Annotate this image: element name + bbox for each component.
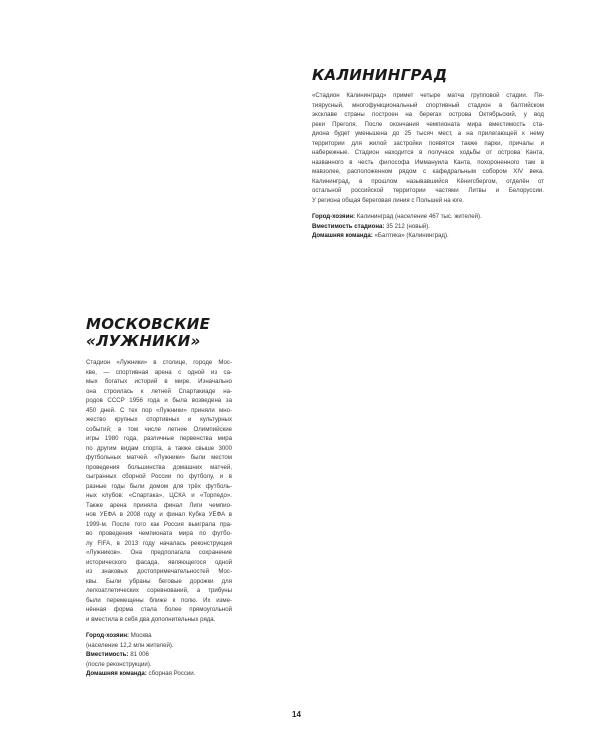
text-line: Стадион «Лужники» в столице, городе Мос- xyxy=(86,359,232,366)
text-line: названного в честь философа Иммануила Канта, похороненного там в xyxy=(312,158,544,166)
fact-row xyxy=(312,212,544,222)
text-line: родов СССР 1956 года и была возведена за xyxy=(86,397,232,404)
kaliningrad-section xyxy=(312,66,544,241)
text-line: 1999-м. После того как Россия выиграла пра- xyxy=(86,520,232,528)
text-line: она строилась к летней Спартакиаде на- xyxy=(86,387,232,395)
text-line: по другим видам спорта, а также свыше 3000 xyxy=(86,444,232,452)
text-line: «Стадион Калининград» примет четыре матча групповой стадии. Пя- xyxy=(312,92,544,99)
text-line: событий; в том числе летние Олимпийские xyxy=(86,425,232,433)
fact-value: 81 006 xyxy=(128,651,149,658)
fact-label: Город-хозяин: xyxy=(86,632,130,639)
fact-row xyxy=(86,631,232,641)
text-line: 450 дней. С тех пор «Лужники» приняли мно- xyxy=(86,406,232,414)
fact-row xyxy=(86,641,232,651)
text-line: диона будет уменьшена до 25 тысяч мест, а на прилегающей к нему xyxy=(312,130,544,137)
fact-value: Москва xyxy=(129,632,152,639)
luzhniki-section xyxy=(86,316,232,679)
text-line: лу FIFA, в 2013 году началась реконструкция xyxy=(86,539,232,547)
fact-value: (население 12,2 млн жителей). xyxy=(86,641,174,649)
text-line: проведения большинства домашних матчей, xyxy=(86,463,232,471)
text-line: «Лужников». Она предполагала сохранение xyxy=(86,549,232,556)
text-line: Также арена приняла финал Лиги чемпио- xyxy=(86,501,232,509)
text-line: сыгранных сборной России по футболу, и в xyxy=(86,473,232,480)
text-line: ных клубов: «Спартака», ЦСКА и «Торпедо». xyxy=(86,492,232,499)
text-line: разные годы были домом для трёх футболь- xyxy=(86,482,232,490)
text-line: игры 1980 года, различные первенства мира xyxy=(86,435,232,442)
text-line: нов УЕФА в 2008 году и финал Кубка УЕФА в xyxy=(86,511,232,518)
text-line: исторического фасада, являющегося одной xyxy=(86,558,232,566)
fact-row xyxy=(86,660,232,670)
text-line: жество крупных спортивных и культурных xyxy=(86,416,232,423)
text-line: набережные. Стадион находится в получасе ходьбы от острова Канта, xyxy=(312,149,544,156)
fact-value: «Балтика» (Калининград). xyxy=(372,232,449,239)
luzhniki-heading-line2: «ЛУЖНИКИ» xyxy=(86,332,201,350)
text-line: нённая форма стала более прямоугольной xyxy=(86,606,232,613)
text-line: мых богатых историй в мире. Изначально xyxy=(86,378,232,385)
fact-label: Вместимость: xyxy=(86,651,129,658)
luzhniki-heading xyxy=(86,316,232,350)
fact-label: Домашняя команда: xyxy=(86,670,147,677)
text-line: У региона общая береговая линия с Польшей на юге. xyxy=(312,196,465,204)
kaliningrad-paragraph xyxy=(312,91,544,205)
text-line: квы. Были убраны беговые дорожки для xyxy=(86,577,232,585)
text-line: реки Преголя. После окончания чемпионата мира вместимость ста- xyxy=(312,120,544,128)
fact-label: Город-хозяин: xyxy=(312,213,356,220)
text-line: футбольных матчей. «Лужники» были местом xyxy=(86,454,232,461)
fact-value: 35 212 (новый). xyxy=(384,222,430,230)
fact-value: Калининград (население 467 тыс. жителей). xyxy=(355,213,482,220)
text-line: были перемещены ближе к полю. Их изме- xyxy=(86,596,232,604)
fact-label: Домашняя команда: xyxy=(312,232,373,239)
kaliningrad-heading: КАЛИНИНГРАД xyxy=(312,66,448,84)
text-line: остальной российской территории частями Литвы и Белоруссии. xyxy=(312,187,544,194)
text-line: кве, — спортивная арена с одной из са- xyxy=(86,368,232,376)
text-line: Калининград, в прошлом называвшийся Кёнигсбергом, отделён от xyxy=(312,177,544,185)
text-line: мавзолее, расположенном рядом с кафедральным собором XIV века. xyxy=(312,168,544,175)
kaliningrad-facts xyxy=(312,212,544,241)
text-line: территории для жилой застройки появятся также парки, причалы и xyxy=(312,139,544,147)
text-line: во проведения чемпионата мира по футбо- xyxy=(86,530,232,537)
text-line: и вместила в себя два дополнительных ряда. xyxy=(86,615,216,623)
text-line: из знаковых достопримечательностей Мос- xyxy=(86,568,232,575)
page-number: 14 xyxy=(292,710,301,719)
fact-value: сборная России. xyxy=(146,670,196,677)
text-line: тиярусный, многофункциональный спортивный стадион в балтийском xyxy=(312,101,544,109)
luzhniki-paragraph xyxy=(86,358,232,624)
fact-row xyxy=(312,222,544,232)
luzhniki-heading-line1: МОСКОВСКИЕ xyxy=(86,315,211,333)
fact-label: Вместимость стадиона: xyxy=(312,222,385,230)
fact-row xyxy=(86,669,232,679)
fact-row xyxy=(86,650,232,660)
fact-value: (после реконструкции). xyxy=(86,660,152,668)
luzhniki-facts xyxy=(86,631,232,679)
fact-row xyxy=(312,231,544,241)
text-line: эксклаве страны построен на берегах острова Октябрьский, у вод xyxy=(312,111,544,118)
text-line: легкоатлетических соревнований, а трибуны xyxy=(86,587,232,594)
